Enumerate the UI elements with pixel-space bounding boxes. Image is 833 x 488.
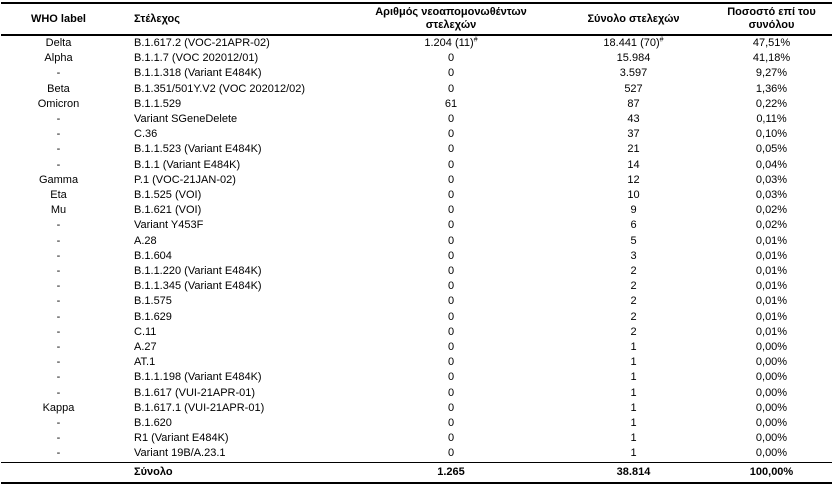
strain-cell: B.1.617.1 (VUI-21APR-01) (134, 401, 265, 414)
who-label-cell: Alpha (44, 52, 73, 65)
total-strains-cell: 1 (630, 356, 637, 369)
table-row (1, 325, 832, 340)
total-strains-cell: 1 (556, 446, 711, 462)
strain-cell: C.36 (134, 128, 158, 141)
who-label-cell: - (56, 325, 61, 338)
percentage-cell: 1,36% (755, 82, 788, 95)
who-label-cell: - (56, 234, 61, 247)
percentage-cell: 0,04% (755, 158, 788, 171)
total-strains-cell: 1 (630, 341, 637, 354)
strain-cell: B.1.621 (VOI) (134, 204, 202, 217)
new-isolates-cell: 0 (447, 82, 455, 95)
new-isolates-cell: 0 (447, 356, 455, 369)
table-row (1, 431, 832, 446)
who-label-cell: Omicron (37, 97, 80, 110)
total-strains-cell: 1 (630, 432, 637, 445)
total-strains-cell: 527 (624, 82, 643, 95)
table-row (1, 401, 832, 416)
table-body (1, 35, 832, 462)
table-row (1, 355, 832, 370)
col-header-percentage: Ποσοστό επί του συνόλου (711, 3, 832, 35)
who-label-cell: - (56, 371, 61, 384)
new-isolates-cell: 0 (447, 310, 455, 323)
total-strains-cell: 37 (627, 128, 640, 141)
strain-cell: A.28 (134, 234, 157, 247)
strain-cell: R1 (Variant E484K) (134, 432, 229, 445)
percentage-cell: 0,00% (755, 386, 788, 399)
who-label-cell: - (56, 113, 61, 126)
who-label-cell: - (56, 249, 61, 262)
who-label-cell: Mu (50, 204, 67, 217)
total-strains-cell: 2 (630, 325, 637, 338)
totals-label: Σύνολο (116, 462, 346, 483)
new-isolates-cell: 0 (447, 219, 455, 232)
total-strains-cell: 2 (630, 310, 637, 323)
totals-percentage: 100,00% (711, 462, 832, 483)
new-isolates-cell: 0 (447, 52, 455, 65)
total-strains-cell: 43 (627, 113, 640, 126)
total-strains-cell: 18.441 (70)# (603, 36, 664, 49)
percentage-cell: 0,11% (756, 113, 787, 126)
new-isolates-cell: 0 (447, 341, 455, 354)
col-header-new-isolates: Αριθμός νεοαπομονωθέντων στελεχών (346, 3, 556, 35)
strain-cell: B.1.1.345 (Variant E484K) (134, 280, 262, 293)
total-strains-cell: 2 (630, 280, 637, 293)
table-row (1, 294, 832, 309)
new-isolates-cell: 0 (447, 113, 455, 126)
percentage-cell: 0,01% (755, 280, 788, 293)
table-row (1, 370, 832, 385)
table-row (1, 173, 832, 188)
percentage-cell: 47,51% (752, 37, 791, 49)
strain-cell: B.1.525 (VOI) (134, 189, 202, 202)
total-strains-cell: 15.984 (616, 52, 651, 65)
table-row (1, 112, 832, 127)
percentage-cell: 0,00% (755, 356, 788, 369)
table-header (1, 3, 832, 35)
new-isolates-cell: 0 (447, 325, 455, 338)
total-strains-cell: 1 (630, 417, 637, 430)
totals-spacer-cell (1, 462, 116, 483)
who-label-cell: - (56, 219, 61, 232)
total-strains-cell: 12 (627, 173, 640, 186)
total-strains-cell: 1 (630, 401, 637, 414)
new-isolates-cell: 0 (346, 446, 556, 462)
totals-new-isolates: 1.265 (346, 462, 556, 483)
total-strains-cell: 21 (627, 143, 640, 156)
strain-cell: B.1.629 (134, 310, 172, 323)
percentage-cell: 0,22% (755, 97, 788, 110)
table-row (1, 188, 832, 203)
table-row (1, 446, 832, 462)
percentage-cell: 9,27% (755, 67, 788, 80)
who-label-cell: - (56, 356, 61, 369)
table-row (1, 158, 832, 173)
who-label-cell: - (56, 386, 61, 399)
table-row (1, 203, 832, 218)
who-label-cell: - (56, 128, 61, 141)
who-label-cell: - (56, 417, 61, 430)
new-isolates-cell: 0 (447, 173, 455, 186)
percentage-cell: 0,00% (755, 371, 788, 384)
who-label-cell: - (56, 143, 61, 156)
table-row (1, 82, 832, 97)
percentage-cell: 0,00% (755, 341, 788, 354)
percentage-cell: 0,01% (755, 249, 788, 262)
new-isolates-cell: 0 (447, 386, 455, 399)
strain-cell: P.1 (VOC-21JAN-02) (134, 173, 236, 186)
strain-cell: C.11 (134, 325, 157, 338)
new-isolates-cell: 0 (447, 234, 455, 247)
new-isolates-cell: 0 (447, 189, 455, 202)
new-isolates-cell: 0 (447, 295, 455, 308)
strain-cell: B.1.617.2 (VOC-21APR-02) (134, 37, 270, 49)
strain-cell: B.1.1.198 (Variant E484K) (134, 371, 262, 384)
percentage-cell: 0,01% (755, 310, 788, 323)
percentage-cell: 0,00% (755, 432, 788, 445)
col-header-strain: Στέλεχος (116, 3, 346, 35)
table-row (1, 416, 832, 431)
strain-cell: A.27 (134, 341, 157, 354)
percentage-cell: 41,18% (752, 52, 791, 65)
percentage-cell: 0,00% (711, 446, 832, 462)
total-strains-cell: 3.597 (619, 67, 648, 80)
who-label-cell: - (1, 446, 116, 462)
table-row (1, 142, 832, 157)
percentage-cell: 0,03% (755, 173, 788, 186)
strain-cell: B.1.1 (Variant E484K) (134, 158, 241, 171)
who-label-cell: - (56, 280, 61, 293)
new-isolates-cell: 0 (447, 249, 455, 262)
strain-cell: B.1.575 (134, 295, 172, 308)
percentage-cell: 0,01% (755, 325, 788, 338)
header-row (1, 3, 832, 35)
table-row (1, 234, 832, 249)
new-isolates-cell: 0 (447, 158, 455, 171)
total-strains-cell: 9 (630, 204, 637, 217)
strain-cell: Variant 19B/A.23.1 (116, 446, 346, 462)
table-row (1, 279, 832, 294)
strain-cell: Variant Y453F (134, 219, 204, 232)
who-label-cell: - (56, 67, 61, 80)
percentage-cell: 0,10% (755, 128, 788, 141)
table-row (1, 386, 832, 401)
new-isolates-cell: 0 (447, 280, 455, 293)
strain-cell: B.1.351/501Y.V2 (VOC 202012/02) (134, 82, 306, 95)
strain-cell: B.1.1.318 (Variant E484K) (134, 67, 262, 80)
footnote-hash-mark: # (473, 36, 478, 44)
total-strains-cell: 87 (627, 97, 640, 110)
total-strains-cell: 2 (630, 265, 637, 278)
new-isolates-cell: 0 (447, 417, 455, 430)
total-strains-cell: 14 (627, 158, 640, 171)
table-row (1, 97, 832, 112)
variant-table (1, 2, 832, 484)
percentage-cell: 0,00% (755, 417, 788, 430)
new-isolates-cell: 0 (447, 371, 455, 384)
who-label-cell: - (56, 310, 61, 323)
who-label-cell: - (56, 295, 61, 308)
strain-cell: B.1.1.523 (Variant E484K) (134, 143, 262, 156)
col-header-who-label: WHO label (1, 3, 116, 35)
table-row (1, 218, 832, 233)
who-label-cell: Delta (45, 37, 72, 49)
who-label-cell: Beta (47, 82, 70, 95)
percentage-cell: 0,03% (755, 189, 788, 202)
new-isolates-cell: 0 (447, 265, 455, 278)
col-header-total-strains: Σύνολο στελεχών (556, 3, 711, 35)
strain-cell: B.1.1.220 (Variant E484K) (134, 265, 262, 278)
footnote-hash-mark: # (659, 36, 664, 44)
who-label-cell: Eta (50, 189, 67, 202)
total-strains-cell: 1 (630, 386, 637, 399)
who-label-cell: Gamma (38, 173, 79, 186)
total-strains-cell: 10 (627, 189, 640, 202)
who-label-cell: - (56, 432, 61, 445)
table-row (1, 249, 832, 264)
percentage-cell: 0,01% (755, 295, 788, 308)
percentage-cell: 0,01% (755, 265, 788, 278)
strain-cell: AT.1 (134, 356, 156, 369)
strain-cell: Variant SGeneDelete (134, 113, 238, 126)
strain-cell: B.1.617 (VUI-21APR-01) (134, 386, 256, 399)
total-strains-cell: 3 (630, 249, 637, 262)
strain-cell: B.1.620 (134, 417, 172, 430)
totals-total-strains: 38.814 (556, 462, 711, 483)
new-isolates-cell: 61 (444, 97, 458, 110)
table-row (1, 35, 832, 51)
strain-cell: B.1.1.7 (VOC 202012/01) (134, 52, 259, 65)
who-label-cell: - (56, 158, 61, 171)
table-footer (1, 462, 832, 483)
new-isolates-cell: 0 (447, 143, 455, 156)
percentage-cell: 0,01% (755, 234, 788, 247)
table-row (1, 66, 832, 81)
new-isolates-cell: 0 (447, 204, 455, 217)
percentage-cell: 0,05% (755, 143, 788, 156)
percentage-cell: 0,02% (755, 204, 788, 217)
percentage-cell: 0,00% (755, 401, 788, 414)
new-isolates-cell: 0 (447, 67, 455, 80)
total-strains-cell: 5 (630, 234, 637, 247)
total-strains-cell: 2 (630, 295, 637, 308)
totals-row (1, 462, 832, 483)
who-label-cell: - (56, 265, 61, 278)
who-label-cell: - (56, 341, 61, 354)
table-row (1, 127, 832, 142)
new-isolates-cell: 0 (447, 432, 455, 445)
new-isolates-cell: 1.204 (11)# (424, 36, 478, 49)
new-isolates-cell: 0 (447, 401, 455, 414)
table-row (1, 310, 832, 325)
total-strains-cell: 6 (630, 219, 637, 232)
total-strains-cell: 1 (630, 371, 637, 384)
strain-cell: B.1.1.529 (134, 97, 182, 110)
percentage-cell: 0,02% (755, 219, 788, 232)
table-row (1, 264, 832, 279)
table-row (1, 340, 832, 355)
table-row (1, 51, 832, 66)
who-label-cell: Kappa (42, 401, 75, 414)
strain-cell: B.1.604 (134, 249, 172, 262)
new-isolates-cell: 0 (447, 128, 455, 141)
